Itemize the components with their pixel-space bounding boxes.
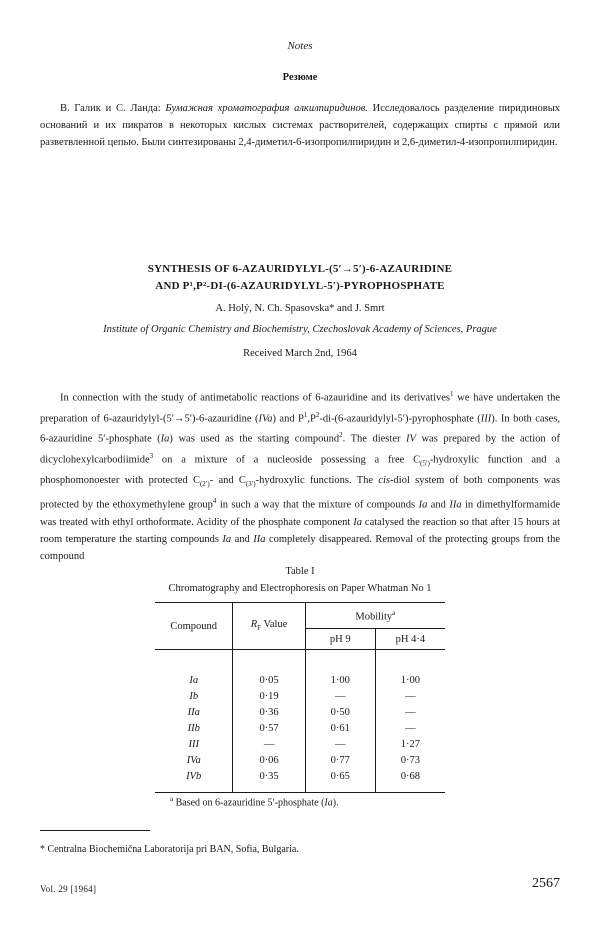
cell-compound: Ib bbox=[189, 690, 199, 702]
rezume-body: Исследовалось разделение пиридиновых оснований и их пикратов в некоторых кислых системах растворителей, содержащих спирты с прямой или разветвленной цепью. Были синтезированы 2,4-диметил-6-изопропилпиридин и 2,6-диметил-4-изопропилпиридин. bbox=[40, 103, 560, 148]
cell-mobility-ph9: 0·77 bbox=[305, 752, 375, 768]
received-date: Received March 2nd, 1964 bbox=[243, 348, 357, 359]
table-row bbox=[155, 650, 445, 689]
cell-rf-value: 0·19 bbox=[233, 688, 305, 704]
header-compound: Compound bbox=[155, 603, 233, 650]
article-authors: A. Holý, N. Ch. Spasovska* and J. Smrt bbox=[215, 303, 385, 314]
cell-compound: IVb bbox=[155, 768, 233, 793]
cell-mobility-ph9: 0·61 bbox=[305, 720, 375, 736]
author-footnote: * Centralna Biochemična Laboratorija pri BAN, Sofia, Bulgaria. bbox=[40, 844, 299, 855]
cell-compound: Ia bbox=[189, 674, 199, 686]
table-row bbox=[155, 736, 445, 752]
cell-rf-value: 0·05 bbox=[233, 650, 305, 689]
cell-rf-value: 0·35 bbox=[233, 768, 305, 793]
article-title-line1: SYNTHESIS OF 6-AZAURIDYLYL-(5′→5′)-6-AZAURIDINE bbox=[147, 263, 453, 275]
cell-mobility-ph9: 0·65 bbox=[305, 768, 375, 793]
cell-mobility-ph9: 0·50 bbox=[305, 704, 375, 720]
running-head: Notes bbox=[287, 40, 313, 52]
cell-rf-value: 0·36 bbox=[233, 704, 305, 720]
header-ph9: pH 9 bbox=[305, 629, 375, 650]
table-row bbox=[155, 688, 445, 704]
cell-compound: IVa bbox=[186, 754, 201, 766]
cell-mobility-ph9: — bbox=[305, 736, 375, 752]
cell-mobility-ph44: 1·00 bbox=[375, 650, 445, 689]
rezume-paragraph bbox=[40, 100, 560, 151]
cell-rf-value: 0·57 bbox=[233, 720, 305, 736]
article-title-line2: AND P¹,P²-DI-(6-AZAURIDYLYL-5′)-PYROPHOSPHATE bbox=[155, 280, 445, 292]
rezume-authors: В. Галик и С. Ланда: bbox=[60, 103, 161, 114]
cell-mobility-ph9: — bbox=[305, 688, 375, 704]
body-paragraph: In connection with the study of antimetabolic reactions of 6-azauridine and its derivatives$^1$ we have undertaken the preparation of 6-azauridylyl-(5′→5′)-6-azauridine (IVa) and $P^1,P^2-di-(6-azauridylyl-5')$-pyrophosphate (III). In both cases, 6-azauridine 5′-phosphate (Ia) was used as the starting compound$^2$. The diester IV was prepared by the action of dicyclohexylcarbodiimide$^3$ on a mixture of a nucleoside possessing a free $C_{(5')}$-hydroxylic function and a phosphomonoester with protected $C_{(2')}-$ and $C_{(3')}$-hydroxylic functions. The cis-diol system of both components was protected by the ethoxymethylene group$^4$ in such a way that the mixture of compounds Ia and IIa in dimethylformamide was treated with ethyl orthoformate. Acidity of the phosphate component Ia catalysed the reaction so that after 15 hours at room temperature the starting compounds Ia and IIa completely disappeared. Removal of the protecting groups from the compound bbox=[40, 390, 561, 562]
cell-rf-value: — bbox=[233, 736, 305, 752]
table-row bbox=[155, 720, 445, 736]
cell-compound: IIb bbox=[187, 722, 200, 734]
cell-mobility-ph44: — bbox=[375, 704, 445, 720]
cell-rf-value: 0·06 bbox=[233, 752, 305, 768]
cell-mobility-ph44: 1·27 bbox=[375, 736, 445, 752]
page-number: 2567 bbox=[532, 876, 560, 891]
cell-mobility-ph44: 0·73 bbox=[375, 752, 445, 768]
table-row bbox=[155, 752, 445, 768]
table-row bbox=[155, 768, 445, 793]
article-affiliation: Institute of Organic Chemistry and Biochemistry, Czechoslovak Academy of Sciences, Prague bbox=[103, 324, 497, 335]
cell-compound: IIa bbox=[187, 706, 200, 718]
cell-mobility-ph44: — bbox=[375, 720, 445, 736]
cell-mobility-ph9: 1·00 bbox=[305, 650, 375, 689]
article-title bbox=[0, 261, 600, 295]
header-mobility: Mobility$^a$ bbox=[305, 603, 445, 629]
cell-mobility-ph44: — bbox=[375, 688, 445, 704]
chromatography-table bbox=[155, 602, 445, 793]
table-subcaption: Chromatography and Electrophoresis on Paper Whatman No 1 bbox=[168, 583, 432, 594]
header-rf-value: $R_F$ Value bbox=[233, 603, 305, 650]
cell-mobility-ph44: 0·68 bbox=[375, 768, 445, 793]
cell-compound: III bbox=[188, 738, 199, 750]
table-footnote: $^a$ Based on 6-azauridine 5′-phosphate (Ia). bbox=[170, 795, 339, 809]
table-row bbox=[155, 704, 445, 720]
rezume-title: Бумажная хроматография алкилпиридинов. bbox=[165, 103, 368, 114]
table-caption: Table I bbox=[285, 566, 315, 577]
rezume-heading: Резюме bbox=[282, 72, 318, 83]
volume-label: Vol. 29 [1964] bbox=[40, 884, 97, 894]
header-ph44: pH 4·4 bbox=[375, 629, 445, 650]
footnote-divider bbox=[40, 830, 150, 831]
